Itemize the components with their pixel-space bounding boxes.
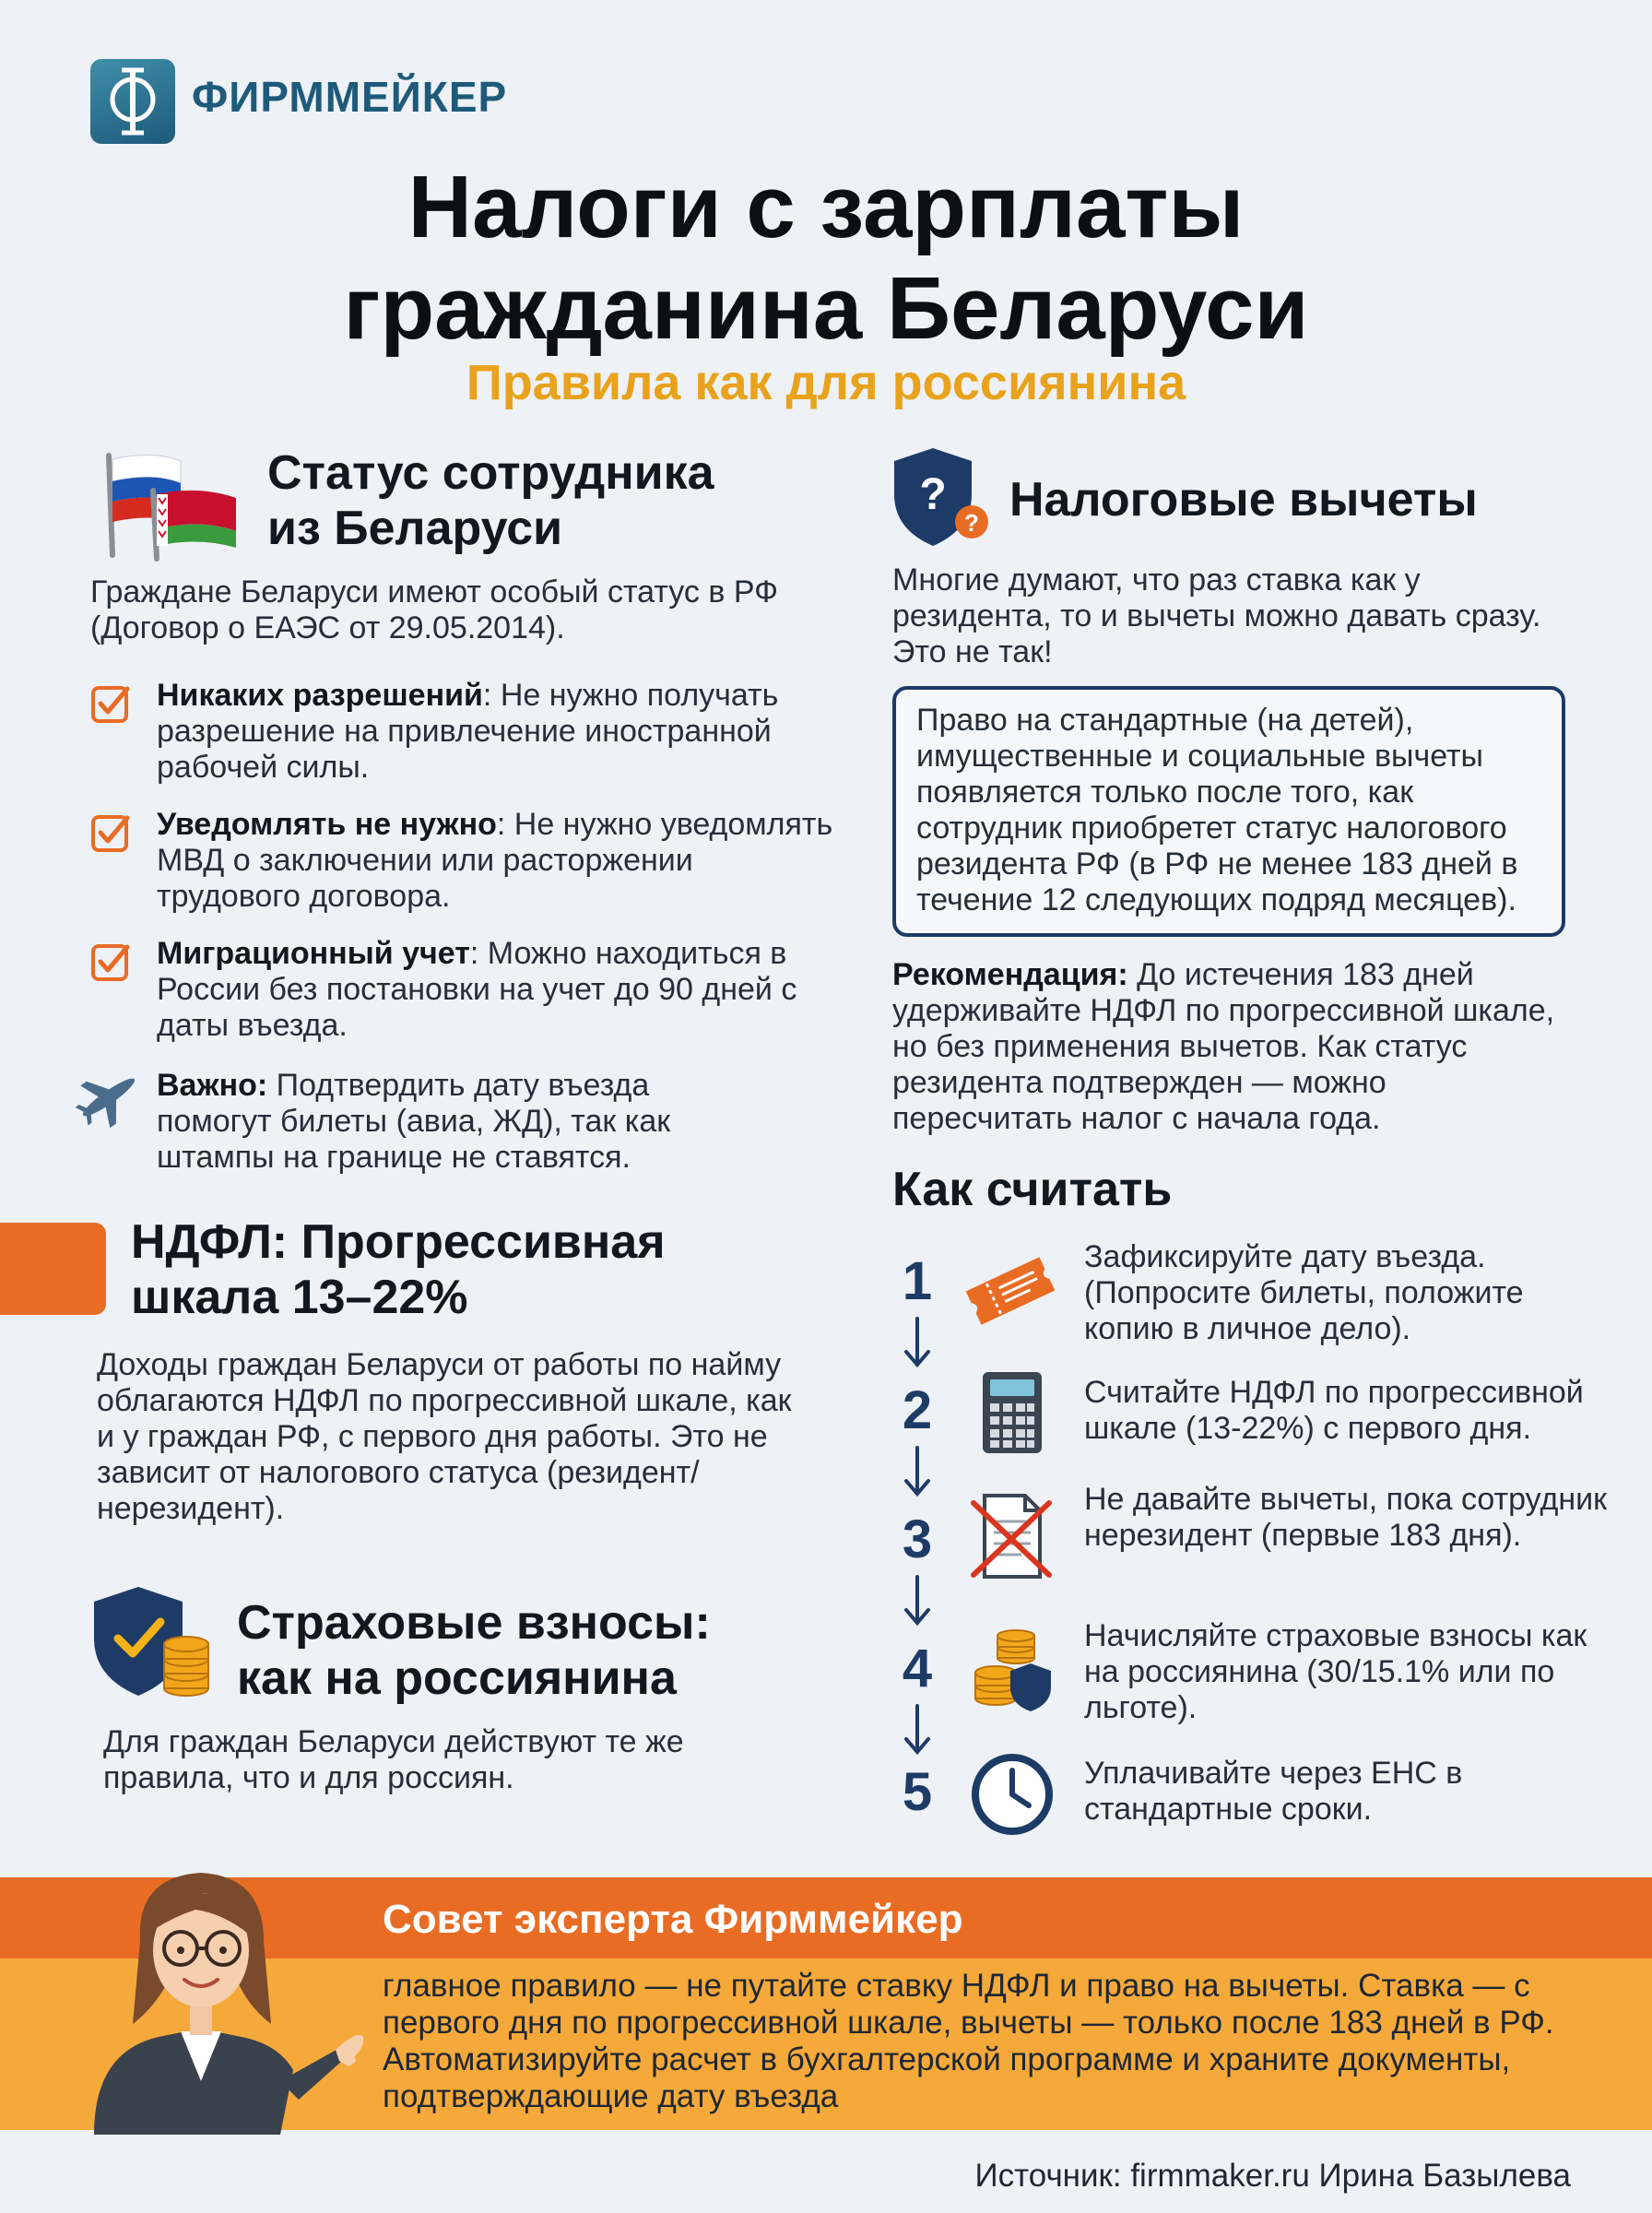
ndfl-body: Доходы граждан Беларуси от работы по найму облагаются НДФЛ по прогрессивной шкале, как и у граждан РФ, с первого дня работы. Это не зависит от налогового статуса (резидент/нерезидент). bbox=[97, 1347, 792, 1526]
item-bold: Миграционный учет bbox=[157, 936, 470, 971]
status-intro: Граждане Беларуси имеют особый статус в РФ (Договор о ЕАЭС от 29.05.2014). bbox=[90, 574, 778, 645]
ndfl-title-line-2: шкала 13–22% bbox=[131, 1271, 468, 1324]
brand-name: ФИРММЕЙКЕР bbox=[192, 73, 508, 121]
shield-question-icon bbox=[887, 443, 997, 553]
tip-text: главное правило — не путайте ставку НДФЛ и право на вычеты. Ставка — с первого дня по прогрессивной шкале, вычеты — только после 183 дней в РФ. Автоматизируйте расчет в бухгалтерской программе и храните документы, подтверждающие дату въезда bbox=[383, 1968, 1554, 2114]
insurance-body: Для граждан Беларуси действуют те же правила, что и для россиян. bbox=[103, 1724, 684, 1795]
page-title bbox=[0, 157, 1652, 360]
tip-title: Совет эксперта Фирммейкер bbox=[383, 1897, 963, 1942]
insurance-section-title bbox=[237, 1595, 790, 1706]
arrow-down-icon bbox=[902, 1702, 933, 1757]
checkbox-icon bbox=[90, 683, 131, 724]
logo-icon bbox=[90, 59, 175, 144]
deductions-callout-text: Право на стандартные (на детей), имущественные и социальные вычеты появляется только после того, как сотрудник приобретет статус налогового резидента РФ (в РФ не менее 183 дней в течение 12 следующих подряд месяцев). bbox=[916, 703, 1518, 917]
step-text: Уплачивайте через ЕНС в стандартные сроки. bbox=[1084, 1756, 1463, 1827]
item-text: : Можно находиться в России без постановки на учет до 90 дней с даты въезда. bbox=[157, 936, 797, 1043]
step-number: 2 bbox=[902, 1380, 933, 1440]
calc-section-title: Как считать bbox=[892, 1163, 1173, 1216]
calculator-icon bbox=[964, 1367, 1056, 1459]
status-title-line-1: Статус сотрудника bbox=[267, 446, 714, 500]
status-title-line-2: из Беларуси bbox=[267, 502, 563, 555]
deductions-callout-box bbox=[892, 686, 1565, 937]
step-number: 1 bbox=[902, 1251, 933, 1311]
item-bold: Уведомлять не нужно bbox=[157, 807, 497, 842]
step-number: 4 bbox=[902, 1639, 933, 1698]
deductions-intro: Многие думают, что раз ставка как у резидента, то и вычеты можно давать сразу. Это не так! bbox=[892, 562, 1541, 669]
crossed-document-icon bbox=[964, 1490, 1056, 1582]
logo bbox=[90, 59, 175, 144]
item-bold: Никаких разрешений bbox=[157, 678, 483, 713]
svg-text:?: ? bbox=[964, 509, 979, 537]
expert-avatar bbox=[66, 1840, 371, 2135]
title-line-1: Налоги с зарплаты bbox=[407, 158, 1245, 256]
ndfl-section-title bbox=[131, 1214, 776, 1325]
step-text: Не давайте вычеты, пока сотрудник нерезидент (первые 183 дня). bbox=[1084, 1482, 1607, 1553]
shield-coins-icon bbox=[85, 1581, 214, 1701]
checkbox-icon bbox=[90, 812, 131, 853]
page-subtitle: Правила как для россиянина bbox=[466, 355, 1186, 410]
title-line-2: гражданина Беларуси bbox=[343, 259, 1309, 358]
clock-icon bbox=[964, 1748, 1056, 1840]
flags-icon bbox=[88, 443, 254, 562]
svg-text:?: ? bbox=[919, 470, 947, 519]
important-note bbox=[157, 1068, 728, 1176]
recommendation-text: До истечения 183 дней удерживайте НДФЛ по прогрессивной шкале, но без применения вычетов. Как статус резидента подтвержден — можно пересчитать налог с начала года. bbox=[892, 957, 1555, 1136]
coins-shield-icon bbox=[964, 1621, 1056, 1713]
deductions-section-title: Налоговые вычеты bbox=[1009, 473, 1478, 527]
item-text: : Не нужно получать разрешение на привлечение иностранной рабочей силы. bbox=[157, 678, 779, 785]
step-text: Начисляйте страховые взносы как на россиянина (30/15.1% или по льготе). bbox=[1084, 1618, 1587, 1725]
important-text: Подтвердить дату въезда помогут билеты (авиа, ЖД), так как штампы на границе не ставятся. bbox=[157, 1068, 671, 1175]
recommendation-bold: Рекомендация: bbox=[892, 957, 1128, 992]
airplane-icon bbox=[72, 1060, 146, 1134]
insurance-title-line-1: Страховые взносы: bbox=[237, 1596, 711, 1650]
arrow-down-icon bbox=[902, 1573, 933, 1628]
step-text: Считайте НДФЛ по прогрессивной шкале (13-22%) с первого дня. bbox=[1084, 1375, 1584, 1446]
ndfl-title-line-1: НДФЛ: Прогрессивная bbox=[131, 1215, 666, 1269]
step-number: 5 bbox=[902, 1762, 933, 1822]
step-number: 3 bbox=[902, 1509, 933, 1569]
item-text: : Не нужно уведомлять МВД о заключении или расторжении трудового договора. bbox=[157, 807, 833, 914]
recommendation bbox=[892, 957, 1556, 1137]
ticket-icon bbox=[964, 1245, 1056, 1337]
arrow-down-icon bbox=[902, 1444, 933, 1499]
checkbox-icon bbox=[90, 941, 131, 982]
source-credit: Источник: firmmaker.ru Ирина Базылева bbox=[974, 2158, 1571, 2194]
status-section-title bbox=[267, 445, 765, 556]
important-bold: Важно: bbox=[157, 1068, 268, 1103]
ndfl-accent-bar bbox=[0, 1223, 106, 1315]
insurance-title-line-2: как на россиянина bbox=[237, 1651, 677, 1705]
arrow-down-icon bbox=[902, 1315, 933, 1370]
step-text: Зафиксируйте дату въезда. (Попросите билеты, положите копию в личное дело). bbox=[1084, 1239, 1524, 1346]
